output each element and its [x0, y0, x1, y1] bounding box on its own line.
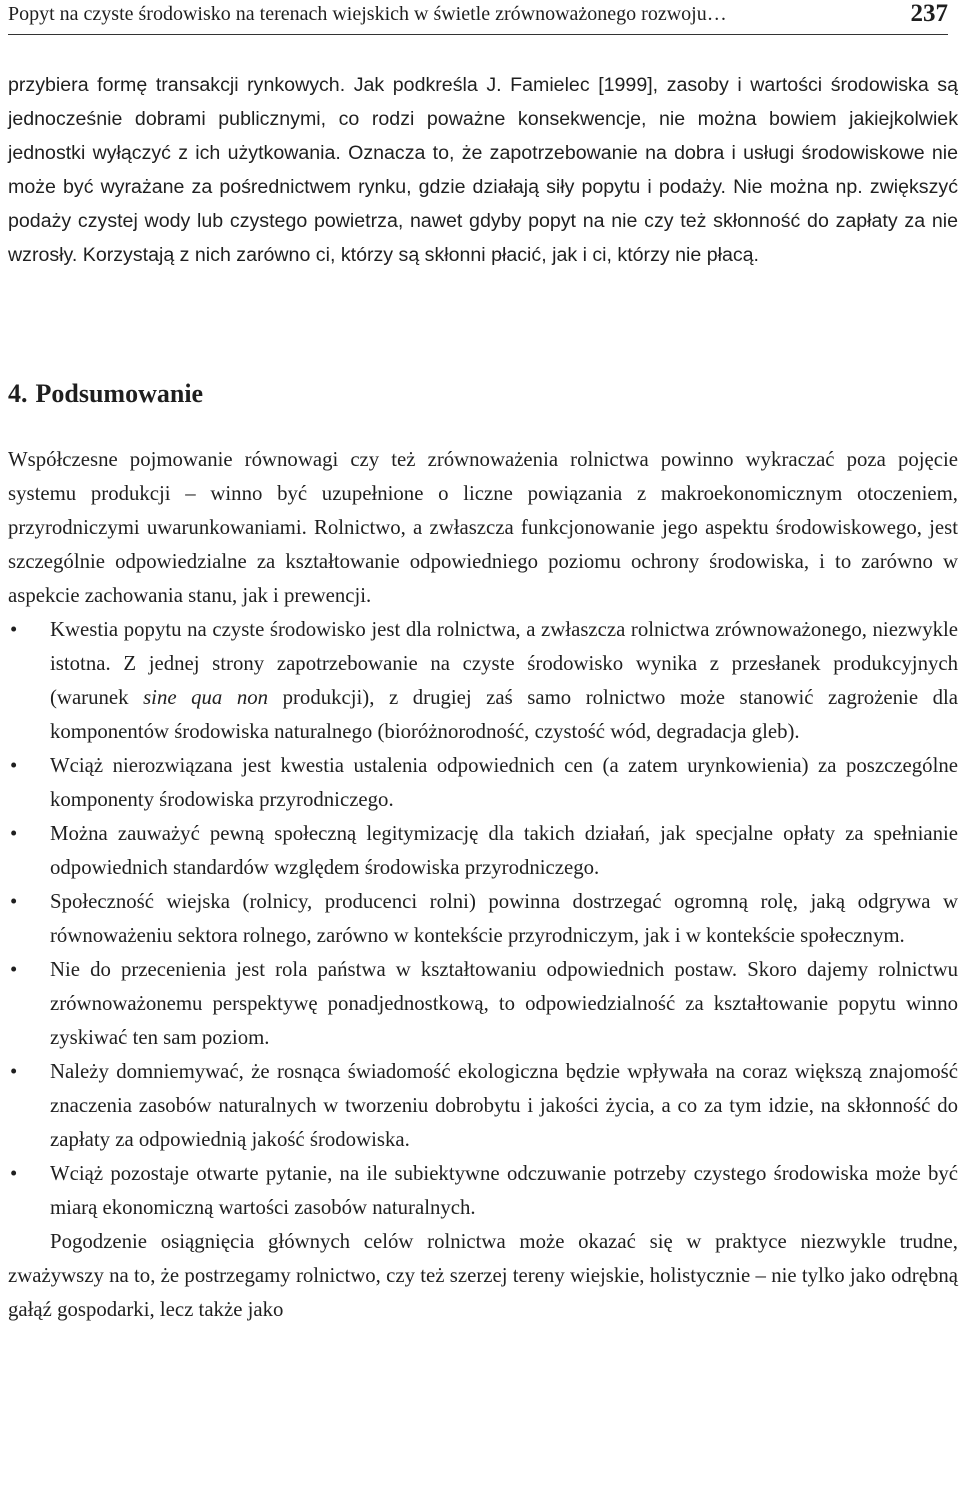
list-item	[8, 1157, 958, 1225]
intro-text-block	[8, 68, 958, 272]
bullet-marker: •	[10, 1162, 18, 1185]
list-item-text-start: Kwestia popytu na czyste środowisko jest dla rolnictwa, a zwłaszcza rolnictwa zrównoważonego, niezwykle istotna. Z jednej strony zapotrzebowanie na czyste środowisko wynika z przesłanek produkcyjnych (warunek	[50, 618, 958, 709]
list-item-text: Należy domniemywać, że rosnąca świadomość ekologiczna będzie wpływała na coraz większą znajomość znaczenia zasobów naturalnych w tworzeniu dobrobytu i jakości życia, a co za tym idzie, na skłonność do zapłaty za odpowiednią jakość środowiska.	[50, 1060, 958, 1151]
section-number: 4.	[8, 379, 28, 408]
bullet-marker: •	[10, 754, 18, 777]
running-title: Popyt na czyste środowisko na terenach wiejskich w świetle zrównoważonego rozwoju…	[8, 3, 727, 25]
list-item	[8, 1055, 958, 1157]
page-number: 237	[910, 0, 948, 27]
bullet-marker: •	[10, 1060, 18, 1083]
bullet-marker: •	[10, 618, 18, 641]
summary-paragraph-2: Pogodzenie osiągnięcia głównych celów rolnictwa może okazać się w praktyce niezwykle trudne, zważywszy na to, że postrzegamy rolnictwo, czy też szerzej tereny wiejskie, holistycznie – nie tylko jako odrębną gałąź gospodarki, lecz także jako	[8, 1230, 958, 1321]
list-item-text: Wciąż nierozwiązana jest kwestia ustalenia odpowiednich cen (a zatem urynkowienia) za poszczególne komponenty środowiska przyrodniczego.	[50, 754, 958, 811]
intro-paragraph: przybiera formę transakcji rynkowych. Jak podkreśla J. Famielec [1999], zasoby i wartości środowiska są jednocześnie dobrami publicznymi, co rodzi poważne konsekwencje, nie można bowiem jakiejkolwiek jednostki wyłączyć z ich użytkowania. Oznacza to, że zapotrzebowanie na dobra i usługi środowiskowe nie może być wyrażane za pośrednictwem rynku, gdzie działają siły popytu i podaży. Nie można np. zwiększyć podaży czystej wody lub czystego powietrza, nawet gdyby popyt na nie czy też skłonność do zapłaty za nie wzrosły. Korzystają z nich zarówno ci, którzy są skłonni płacić, jak i ci, którzy nie płacą.	[8, 74, 958, 266]
section-title: Podsumowanie	[35, 379, 204, 408]
list-item	[8, 613, 958, 749]
summary-bullet-list	[8, 613, 958, 1225]
section-heading	[8, 377, 203, 411]
list-item-text: Nie do przecenienia jest rola państwa w kształtowaniu odpowiednich postaw. Skoro dajemy rolnictwu zrównoważonemu perspektywę ponadjednostkową, to odpowiedzialność za kształtowanie popytu winno zyskiwać ten sam poziom.	[50, 958, 958, 1049]
list-item-text-end: produkcji), z drugiej zaś samo rolnictwo może stanowić zagrożenie dla komponentów środowiska naturalnego (bioróżnorodność, czystość wód, degradacja gleb).	[50, 686, 959, 743]
list-item-text: Wciąż pozostaje otwarte pytanie, na ile subiektywne odczuwanie potrzeby czystego środowiska może być miarą ekonomiczną wartości zasobów naturalnych.	[50, 1162, 958, 1219]
running-header	[8, 0, 948, 35]
bullet-marker: •	[10, 958, 18, 981]
bullet-marker: •	[10, 822, 18, 845]
list-item	[8, 885, 958, 953]
summary-paragraph-1: Współczesne pojmowanie równowagi czy też zrównoważenia rolnictwa powinno wykraczać poza pojęcie systemu produkcji – winno być uzupełnione o liczne powiązania z makroekonomicznym otoczeniem, przyrodniczymi uwarunkowaniami. Rolnictwo, a zwłaszcza funkcjonowanie jego aspektu środowiskowego, jest szczególnie odpowiedzialne za kształtowanie odpowiedniego poziomu ochrony środowiska, i to zarówno w aspekcie zachowania stanu, jak i prewencji.	[8, 448, 958, 607]
list-item	[8, 817, 958, 885]
list-item	[8, 749, 958, 817]
list-item-text: Społeczność wiejska (rolnicy, producenci rolni) powinna dostrzegać ogromną rolę, jaką odgrywa w równoważeniu sektora rolnego, zarówno w kontekście przyrodniczym, jak i w kontekście społecznym.	[50, 890, 958, 947]
list-item-italic: sine qua non	[143, 686, 269, 709]
list-item-text: Można zauważyć pewną społeczną legitymizację dla takich działań, jak specjalne opłaty za spełnianie odpowiednich standardów względem środowiska przyrodniczego.	[50, 822, 958, 879]
bullet-marker: •	[10, 890, 18, 913]
summary-text-block	[8, 443, 958, 1327]
list-item	[8, 953, 958, 1055]
